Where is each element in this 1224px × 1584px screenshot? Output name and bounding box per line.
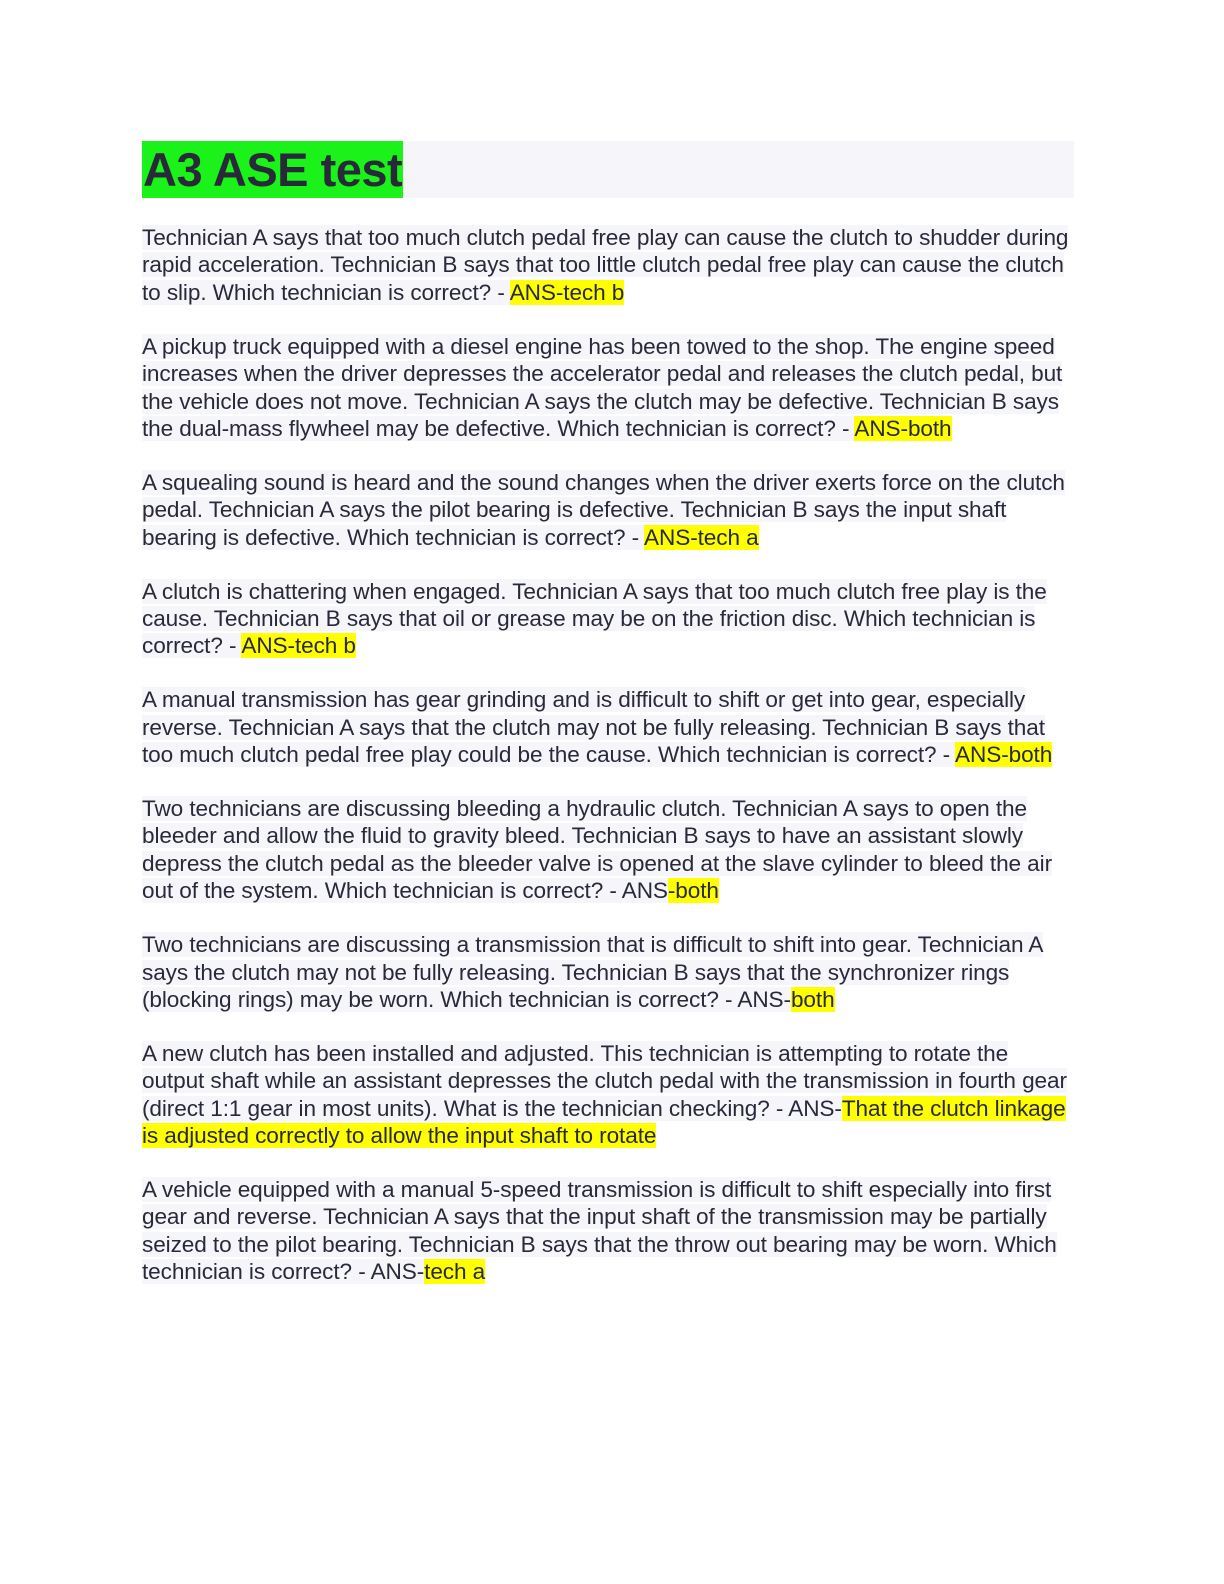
- document-title: A3 ASE test: [143, 143, 403, 196]
- answer-highlight: ANS-both: [955, 742, 1053, 768]
- answer-highlight: tech a: [424, 1259, 486, 1285]
- document-page: [142, 141, 1074, 1312]
- qa-item: [142, 1040, 1074, 1150]
- qa-item: [142, 1176, 1074, 1286]
- answer-prefix: ANS-: [737, 986, 791, 1012]
- title-bar: [142, 141, 1074, 198]
- question-text: A vehicle equipped with a manual 5-speed transmission is difficult to shift especially into first gear and reverse. Technician A says that the input shaft of the transmission may be partially seized to the pilot bearing. Technician B says that the throw out bearing may be worn. Which technician is correct? -: [142, 1176, 1057, 1285]
- question-text: A new clutch has been installed and adjusted. This technician is attempting to rotate the output shaft while an assistant depresses the clutch pedal with the transmission in fourth gear (direct 1:1 gear in most units). What is the technician checking? -: [142, 1040, 1067, 1121]
- question-text: Two technicians are discussing bleeding a hydraulic clutch. Technician A says to open the bleeder and allow the fluid to gravity bleed. Technician B says to have an assistant slowly depress the clutch pedal as the bleeder valve is opened at the slave cylinder to bleed the air out of the system. Which technician is correct? -: [142, 796, 1052, 904]
- answer-highlight: ANS-tech b: [241, 633, 356, 659]
- question-text: A squealing sound is heard and the sound changes when the driver exerts force on the clutch pedal. Technician A says the pilot bearing is defective. Technician B says the input shaft bearing is defective. Which technician is correct? -: [142, 469, 1065, 550]
- qa-item: [142, 931, 1074, 1013]
- qa-item: [142, 469, 1074, 551]
- answer-highlight: That the clutch linkage is adjusted correctly to allow the input shaft to rotate: [142, 1095, 1066, 1149]
- answer-highlight: -both: [667, 878, 719, 904]
- qa-item: [142, 224, 1074, 306]
- question-text: Two technicians are discussing a transmission that is difficult to shift into gear. Technician A says the clutch may not be fully releasing. Technician B says that the synchronizer rings (blocking rings) may be worn. Which technician is correct? -: [142, 932, 1044, 1012]
- answer-highlight: ANS-tech b: [509, 279, 625, 305]
- qa-item: [142, 686, 1074, 768]
- answer-highlight: ANS-both: [854, 415, 952, 441]
- question-text: A pickup truck equipped with a diesel engine has been towed to the shop. The engine speed increases when the driver depresses the accelerator pedal and releases the clutch pedal, but the vehicle does not move. Technician A says the clutch may be defective. Technician B says the dual-mass flywheel may be defective. Which technician is correct? -: [142, 333, 1063, 441]
- qa-list: [142, 224, 1074, 1286]
- question-text: A clutch is chattering when engaged. Technician A says that too much clutch free play is the cause. Technician B says that oil or grease may be on the friction disc. Which technician is correct? -: [142, 578, 1047, 659]
- answer-prefix: ANS: [621, 878, 668, 904]
- question-text: Technician A says that too much clutch pedal free play can cause the clutch to shudder during rapid acceleration. Technician B says that too little clutch pedal free play can cause the clutch to slip. Which technician is correct? -: [142, 225, 1069, 305]
- answer-prefix: ANS-: [788, 1095, 842, 1121]
- answer-highlight: both: [790, 986, 835, 1012]
- qa-item: [142, 333, 1074, 443]
- answer-highlight: ANS-tech a: [644, 524, 759, 550]
- answer-prefix: ANS-: [370, 1259, 425, 1285]
- question-text: A manual transmission has gear grinding and is difficult to shift or get into gear, especially reverse. Technician A says that the clutch may not be fully releasing. Technician B says that too much clutch pedal free play could be the cause. Which technician is correct? -: [142, 687, 1045, 768]
- qa-item: [142, 578, 1074, 660]
- qa-item: [142, 795, 1074, 905]
